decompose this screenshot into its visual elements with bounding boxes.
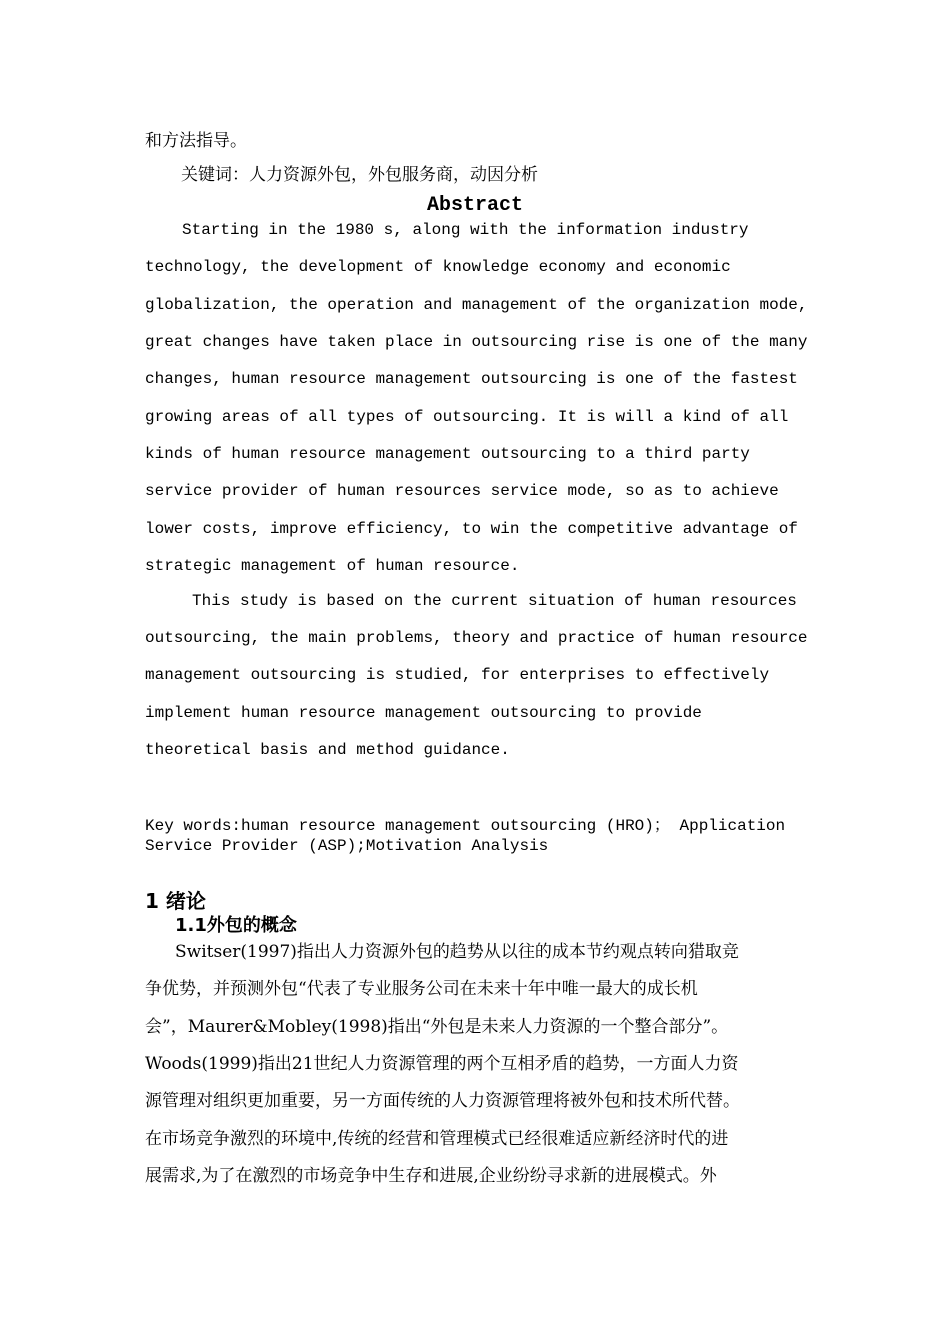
abstract-p1-line: kinds of human resource management outsourcing to a third party [145,445,750,463]
subsection-heading: 1.1外包的概念 [175,915,297,936]
section-heading: 1 绪论 [145,889,206,913]
keywords-cn: 关键词：人力资源外包，外包服务商，动因分析 [181,165,538,185]
abstract-p2-line: management outsourcing is studied, for enterprises to effectively [145,666,770,684]
body-line: Woods(1999)指出21世纪人力资源管理的两个互相矛盾的趋势，一方面人力资 [145,1054,739,1074]
body-line: 展需求,为了在激烈的市场竞争中生存和进展,企业纷纷寻求新的进展模式。外 [145,1166,717,1186]
abstract-p1-line: globalization, the operation and management of the organization mode, [145,296,808,314]
abstract-p2-line: outsourcing, the main problems, theory and practice of human resource [145,629,808,647]
abstract-p1-line: changes, human resource management outsourcing is one of the fastest [145,370,798,388]
abstract-title: Abstract [426,194,523,217]
abstract-p2-line: This study is based on the current situation of human resources [192,592,797,610]
abstract-p1-line: lower costs, improve efficiency, to win the competitive advantage of [145,520,798,538]
abstract-p1-line: great changes have taken place in outsourcing rise is one of the many [145,333,808,351]
abstract-p2-line: implement human resource management outsourcing to provide [145,704,702,722]
body-line: Switser(1997)指出人力资源外包的趋势从以往的成本节约观点转向猎取竞 [175,942,739,962]
abstract-p2-line: theoretical basis and method guidance. [145,741,510,759]
abstract-p1-line: service provider of human resources service mode, so as to achieve [145,482,779,500]
body-line: 在市场竞争激烈的环境中,传统的经营和管理模式已经很难适应新经济时代的进 [145,1129,729,1149]
abstract-p1-line: Starting in the 1980 s, along with the information industry [182,221,749,239]
keywords-en-line: Service Provider (ASP);Motivation Analysis [145,837,549,855]
abstract-p1-line: strategic management of human resource. [145,557,520,575]
body-line: 争优势，并预测外包“代表了专业服务公司在未来十年中唯一最大的成长机 [145,979,698,999]
keywords-en-line: Key words:human resource management outsourcing (HRO)； Application [145,817,786,835]
abstract-p1-line: growing areas of all types of outsourcing. It is will a kind of all [145,408,789,426]
intro-tail-text: 和方法指导。 [145,131,247,151]
abstract-p1-line: technology, the development of knowledge economy and economic [145,258,731,276]
body-line: 会”，Maurer&Mobley(1998)指出“外包是未来人力资源的一个整合部分”。 [145,1017,729,1037]
body-line: 源管理对组织更加重要，另一方面传统的人力资源管理将被外包和技术所代替。 [145,1091,740,1111]
